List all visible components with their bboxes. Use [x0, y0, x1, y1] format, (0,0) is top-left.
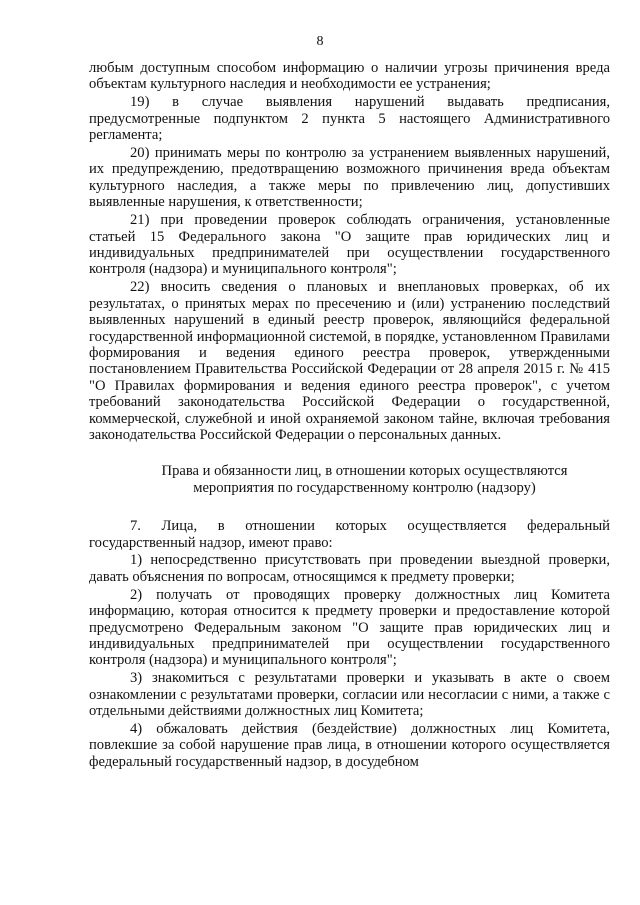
- page-body: [89, 60, 610, 772]
- section-heading-line-1: Права и обязанности лиц, в отношении которых осуществляются: [161, 463, 568, 480]
- section-heading-line-2: мероприятия по государственному контролю (надзору): [193, 479, 536, 496]
- paragraph-item-21: 21) при проведении проверок соблюдать ограничения, установленные статьей 15 Федерального закона "О защите прав юридических лиц и индивидуальных предпринимателей при осуществлении государственного контроля (надзора) и муниципального контроля";: [89, 212, 610, 278]
- paragraph-right-2: 2) получать от проводящих проверку должностных лиц Комитета информацию, которая относится к предмету проверки и предоставление которой предусмотрено Федеральным законом "О защите прав юридических лиц и индивидуальных предпринимателей при осуществлении государственного контроля (надзора) и муниципального контроля";: [89, 586, 610, 669]
- paragraph-item-19: 19) в случае выявления нарушений выдавать предписания, предусмотренные подпунктом 2 пункта 5 настоящего Административного регламента;: [89, 94, 610, 144]
- paragraph-item-22: 22) вносить сведения о плановых и внеплановых проверках, об их результатах, о принятых мерах по пресечению и (или) устранению последствий выявленных нарушений в единый реестр проверок, являющийся федеральной государственной информационной системой, в порядке, установленном Правилами формирования и ведения единого реестра проверок, утвержденными постановлением Правительства Российской Федерации от 28 апреля 2015 г. № 415 "О Правилах формирования и ведения единого реестра проверок", с учетом требований законодательства Российской Федерации о государственной, коммерческой, служебной и иной охраняемой законом тайне, включая требования законодательства Российской Федерации о персональных данных.: [89, 279, 610, 443]
- paragraph-continuation: любым доступным способом информацию о наличии угрозы причинения вреда объектам культурного наследия и необходимости ее устранения;: [89, 60, 610, 93]
- paragraph-right-1: 1) непосредственно присутствовать при проведении выездной проверки, давать объяснения по вопросам, относящимся к предмету проверки;: [89, 552, 610, 585]
- page-number: 8: [316, 34, 324, 49]
- paragraph-item-20: 20) принимать меры по контролю за устранением выявленных нарушений, их предупреждению, предотвращению возможного причинения вреда объектам культурного наследия, а также меры по привлечению лиц, допустивших выявленные нарушения, к ответственности;: [89, 145, 610, 211]
- paragraph-clause-7: 7. Лица, в отношении которых осуществляется федеральный государственный надзор, имеют право:: [89, 518, 610, 551]
- paragraph-right-3: 3) знакомиться с результатами проверки и указывать в акте о своем ознакомлении с результатами проверки, согласии или несогласии с ними, а также с отдельными действиями должностных лиц Комитета;: [89, 670, 610, 720]
- section-heading: [89, 463, 610, 496]
- paragraph-right-4: 4) обжаловать действия (бездействие) должностных лиц Комитета, повлекшие за собой нарушение прав лица, в отношении которого осуществляется федеральный государственный надзор, в досудебном: [89, 721, 610, 770]
